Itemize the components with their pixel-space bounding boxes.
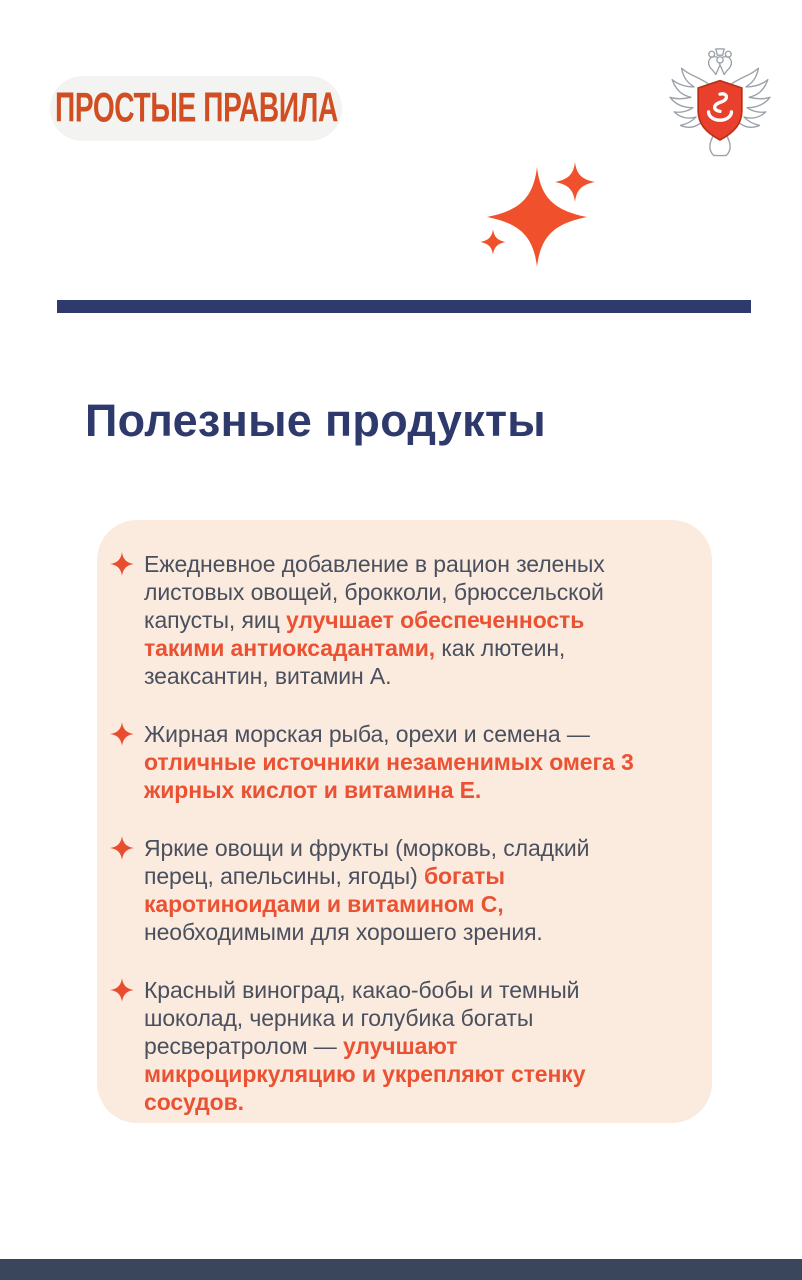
highlighted-text: улучшает обеспеченность такими антиоксадантами, <box>144 607 585 661</box>
highlighted-text: богаты каротиноидами и витамином С, <box>144 863 505 917</box>
sparkle-bullet-icon <box>110 552 134 576</box>
body-text: Жирная морская рыба, орехи и семена — <box>144 721 590 747</box>
list-item <box>110 550 672 690</box>
bullet-list <box>110 550 672 1116</box>
ministry-of-health-emblem-icon <box>668 46 772 158</box>
page-title: Полезные продукты <box>85 395 547 446</box>
divider-bar <box>57 300 751 313</box>
body-text: Яркие овощи и фрукты (морковь, сладкий перец, апельсины, ягоды) <box>144 835 590 889</box>
footer-bar <box>0 1259 802 1280</box>
sparkles-icon <box>455 148 615 280</box>
highlighted-text: улучшают микроциркуляцию и укрепляют стенку сосудов. <box>144 1033 586 1115</box>
list-item-text <box>144 550 664 690</box>
list-item <box>110 976 672 1116</box>
sparkle-bullet-icon <box>110 836 134 860</box>
badge-label: ПРОСТЫЕ ПРАВИЛА <box>54 85 338 131</box>
body-text: Ежедневное добавление в рацион зеленых листовых овощей, брокколи, брюссельской капусты, яиц <box>144 551 605 633</box>
list-item <box>110 720 672 804</box>
sparkle-bullet-icon <box>110 722 134 746</box>
body-text: необходимыми для хорошего зрения. <box>144 919 543 945</box>
simple-rules-badge <box>50 76 342 141</box>
list-item-text <box>144 834 664 946</box>
body-text: Красный виноград, какао-бобы и темный шоколад, черника и голубика богаты ресвератролом — <box>144 977 580 1059</box>
body-text: как лютеин, зеаксантин, витамин А. <box>144 635 566 689</box>
list-item-text <box>144 976 664 1116</box>
list-item-text <box>144 720 664 804</box>
list-item <box>110 834 672 946</box>
content-card <box>97 520 712 1123</box>
sparkle-bullet-icon <box>110 978 134 1002</box>
highlighted-text: отличные источники незаменимых омега 3 жирных кислот и витамина Е. <box>144 749 634 803</box>
